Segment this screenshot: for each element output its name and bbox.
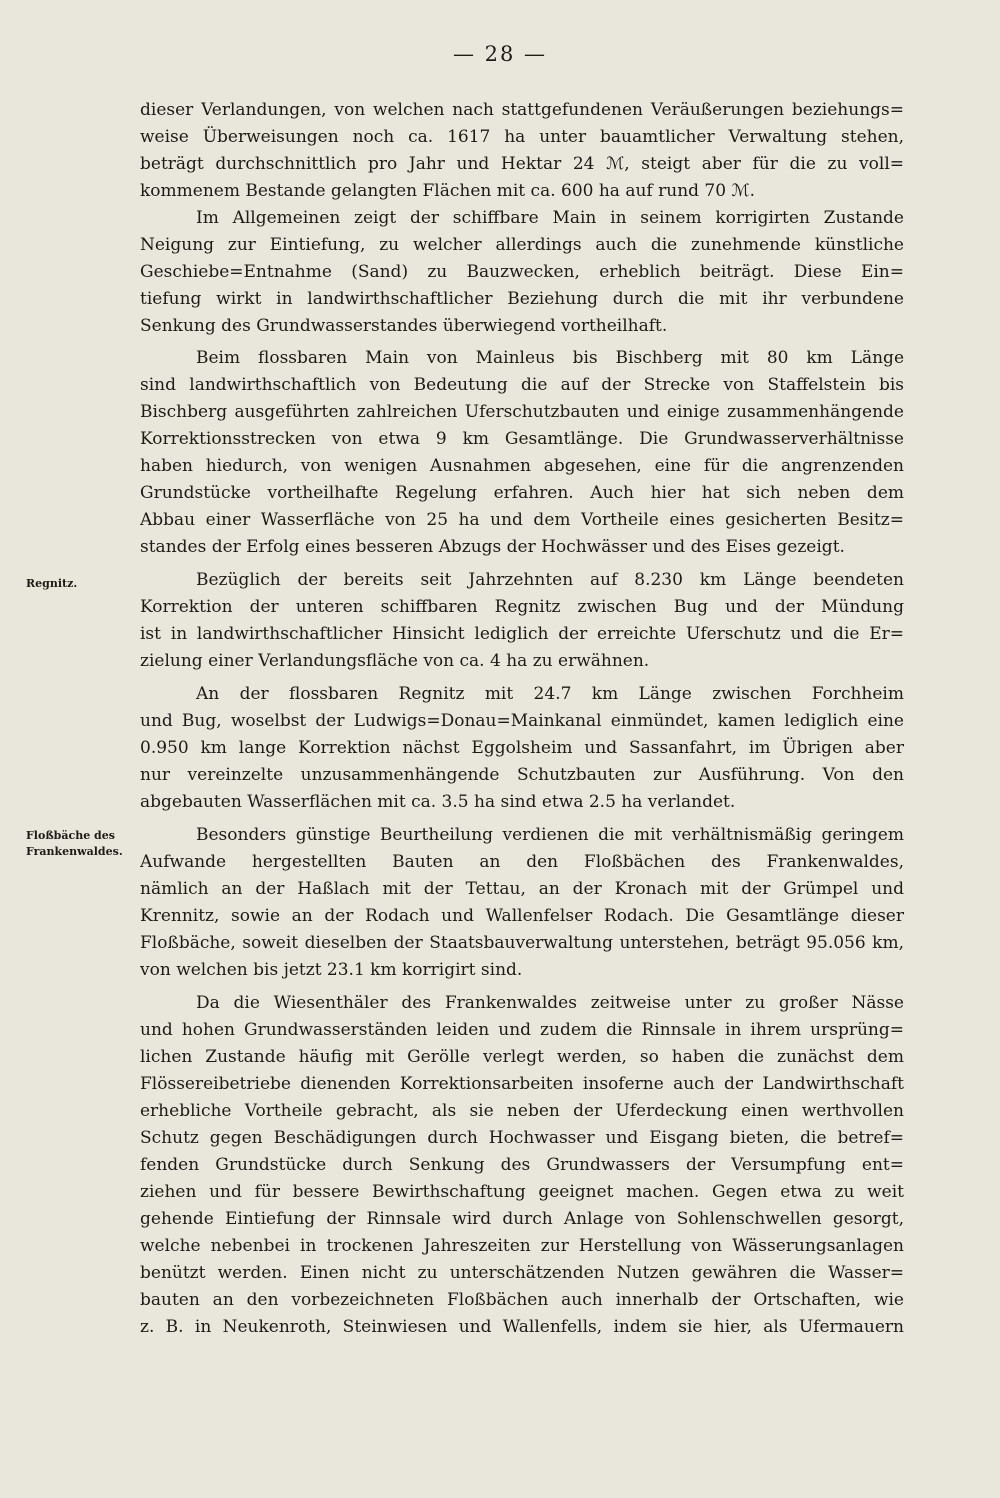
text-line: weise Überweisungen noch ca. 1617 ha unter bauamtlicher Verwaltung stehen, — [140, 127, 904, 147]
text-line: Da die Wiesenthäler des Frankenwaldes zeitweise unter zu großer Nässe — [196, 993, 904, 1013]
text-line: Aufwande hergestellten Bauten an den Floßbächen des Frankenwaldes, — [140, 852, 904, 872]
text-line: gehende Eintiefung der Rinnsale wird durch Anlage von Sohlenschwellen gesorgt, — [140, 1209, 904, 1229]
text-line: von welchen bis jetzt 23.1 km korrigirt sind. — [140, 960, 523, 980]
text-line: Senkung des Grundwasserstandes überwiegend vortheilhaft. — [140, 316, 668, 336]
text-line: Korrektion der unteren schiffbaren Regnitz zwischen Bug und der Mündung — [140, 597, 904, 617]
text-line: haben hiedurch, von wenigen Ausnahmen abgesehen, eine für die angrenzenden — [140, 456, 904, 476]
text-line: Korrektionsstrecken von etwa 9 km Gesamtlänge. Die Grundwasserverhältnisse — [140, 429, 904, 449]
text-line: An der flossbaren Regnitz mit 24.7 km Länge zwischen Forchheim — [196, 684, 904, 704]
text-line: Grundstücke vortheilhafte Regelung erfahren. Auch hier hat sich neben dem — [140, 483, 904, 503]
margin-note-text: Regnitz. — [26, 577, 78, 590]
text-line: kommenem Bestande gelangten Flächen mit ca. 600 ha auf rund 70 ℳ. — [140, 181, 756, 201]
text-line: fenden Grundstücke durch Senkung des Grundwassers der Versumpfung ent= — [140, 1155, 904, 1175]
text-line: Abbau einer Wasserfläche von 25 ha und dem Vortheile eines gesicherten Besitz= — [140, 510, 904, 530]
text-line: Krennitz, sowie an der Rodach und Wallenfelser Rodach. Die Gesamtlänge dieser — [140, 906, 904, 926]
text-line: ziehen und für bessere Bewirthschaftung geeignet machen. Gegen etwa zu weit — [140, 1182, 904, 1202]
text-line: Besonders günstige Beurtheilung verdienen die mit verhältnismäßig geringem — [196, 825, 904, 845]
text-line: z. B. in Neukenroth, Steinwiesen und Wallenfells, indem sie hier, als Ufermauern — [140, 1317, 904, 1337]
margin-note-text: Floßbäche des — [26, 829, 115, 842]
text-line: nur vereinzelte unzusammenhängende Schutzbauten zur Ausführung. Von den — [140, 765, 904, 785]
text-line: Neigung zur Eintiefung, zu welcher allerdings auch die zunehmende künstliche — [140, 235, 904, 255]
text-line: Geschiebe=Entnahme (Sand) zu Bauzwecken, erheblich beiträgt. Diese Ein= — [140, 262, 904, 282]
margin-note-flossbaeche — [26, 828, 138, 860]
text-line: standes der Erfolg eines besseren Abzugs der Hochwässer und des Eises gezeigt. — [140, 537, 845, 557]
text-line: welche nebenbei in trockenen Jahreszeiten zur Herstellung von Wässerungsanlagen — [140, 1236, 904, 1256]
text-line: ist in landwirthschaftlicher Hinsicht lediglich der erreichte Uferschutz und die Er= — [140, 624, 904, 644]
text-line: sind landwirthschaftlich von Bedeutung die auf der Strecke von Staffelstein bis — [140, 375, 904, 395]
text-line: Beim flossbaren Main von Mainleus bis Bischberg mit 80 km Länge — [196, 348, 904, 368]
text-line: Schutz gegen Beschädigungen durch Hochwasser und Eisgang bieten, die betref= — [140, 1128, 904, 1148]
text-line: tiefung wirkt in landwirthschaftlicher Beziehung durch die mit ihr verbundene — [140, 289, 904, 309]
margin-note-regnitz — [26, 576, 138, 592]
text-line: Bezüglich der bereits seit Jahrzehnten auf 8.230 km Länge beendeten — [196, 570, 904, 590]
text-line: benützt werden. Einen nicht zu unterschätzenden Nutzen gewähren die Wasser= — [140, 1263, 904, 1283]
margin-note-text: Frankenwaldes. — [26, 845, 123, 858]
text-line: Im Allgemeinen zeigt der schiffbare Main in seinem korrigirten Zustande — [196, 208, 904, 228]
text-line: und hohen Grundwasserständen leiden und zudem die Rinnsale in ihrem ursprüng= — [140, 1020, 904, 1040]
text-line: abgebauten Wasserflächen mit ca. 3.5 ha sind etwa 2.5 ha verlandet. — [140, 792, 736, 812]
text-line: erhebliche Vortheile gebracht, als sie neben der Uferdeckung einen werthvollen — [140, 1101, 904, 1121]
text-line: zielung einer Verlandungsfläche von ca. 4 ha zu erwähnen. — [140, 651, 650, 671]
text-line: Bischberg ausgeführten zahlreichen Uferschutzbauten und einige zusammenhängende — [140, 402, 904, 422]
text-line: nämlich an der Haßlach mit der Tettau, an der Kronach mit der Grümpel und — [140, 879, 904, 899]
page-number: — 28 — — [452, 42, 548, 66]
text-line: lichen Zustande häufig mit Gerölle verlegt werden, so haben die zunächst dem — [140, 1047, 904, 1067]
text-line: beträgt durchschnittlich pro Jahr und Hektar 24 ℳ, steigt aber für die zu voll= — [140, 154, 904, 174]
text-line: und Bug, woselbst der Ludwigs=Donau=Mainkanal einmündet, kamen lediglich eine — [140, 711, 904, 731]
text-line: Flössereibetriebe dienenden Korrektionsarbeiten insoferne auch der Landwirthschaft — [140, 1074, 904, 1094]
text-line: 0.950 km lange Korrektion nächst Eggolsheim und Sassanfahrt, im Übrigen aber — [140, 738, 904, 758]
text-line: bauten an den vorbezeichneten Floßbächen auch innerhalb der Ortschaften, wie — [140, 1290, 904, 1310]
text-line: dieser Verlandungen, von welchen nach stattgefundenen Veräußerungen beziehungs= — [140, 100, 904, 120]
text-line: Floßbäche, soweit dieselben der Staatsbauverwaltung unterstehen, beträgt 95.056 km, — [140, 933, 904, 953]
